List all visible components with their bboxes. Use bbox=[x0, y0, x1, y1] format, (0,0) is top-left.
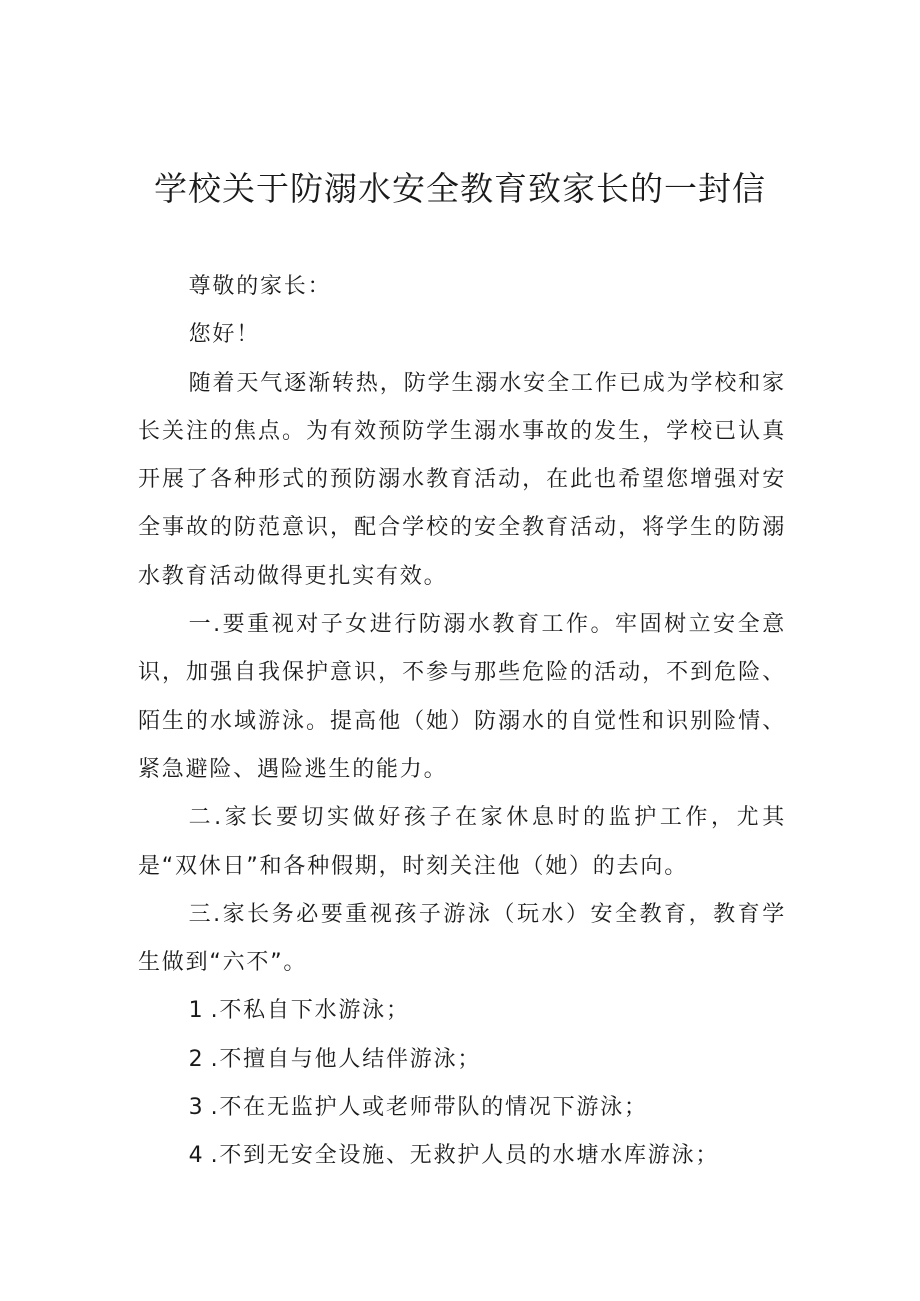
rule-text: .不在无监护人或老师带队的情况下游泳； bbox=[210, 1095, 648, 1121]
paragraph-intro: 随着天气逐渐转热，防学生溺水安全工作已成为学校和家长关注的焦点。为有效预防学生溺水事故的发生，学校已认真开展了各种形式的预防溺水教育活动，在此也希望您增强对安全事故的防范意识，配合学校的安全教育活动，将学生的防溺水教育活动做得更扎实有效。 bbox=[138, 370, 786, 589]
paragraph-point-two: 二.家长要切实做好孩子在家休息时的监护工作，尤其是“双休日”和各种假期，时刻关注他（她）的去向。 bbox=[138, 805, 786, 879]
rule-number: 1 bbox=[188, 998, 211, 1024]
greeting: 您好！ bbox=[188, 322, 260, 348]
paragraph-point-one: 一.要重视对子女进行防溺水教育工作。牢固树立安全意识，加强自我保护意识，不参与那些危险的活动，不到危险、陌生的水域游泳。提高他（她）防溺水的自觉性和识别险情、紧急避险、遇险逃生的能力。 bbox=[138, 612, 786, 782]
rule-item bbox=[138, 987, 786, 1035]
rule-number: 3 bbox=[188, 1095, 211, 1121]
rule-text: .不擅自与他人结伴游泳； bbox=[210, 1046, 482, 1072]
rule-number: 4 bbox=[188, 1143, 211, 1169]
rule-item bbox=[138, 1036, 786, 1084]
paragraph-point-three: 三.家长务必要重视孩子游泳（玩水）安全教育，教育学生做到“六不”。 bbox=[138, 901, 786, 976]
rule-text: .不到无安全设施、无救护人员的水塘水库游泳； bbox=[210, 1143, 720, 1169]
document-title: 学校关于防溺水安全教育致家长的一封信 bbox=[154, 169, 766, 208]
rule-item bbox=[138, 1084, 786, 1132]
salutation: 尊敬的家长： bbox=[188, 274, 332, 299]
letter-body bbox=[138, 263, 786, 1181]
rule-text: .不私自下水游泳； bbox=[210, 998, 410, 1024]
rule-item bbox=[138, 1132, 786, 1180]
rule-number: 2 bbox=[188, 1046, 211, 1072]
